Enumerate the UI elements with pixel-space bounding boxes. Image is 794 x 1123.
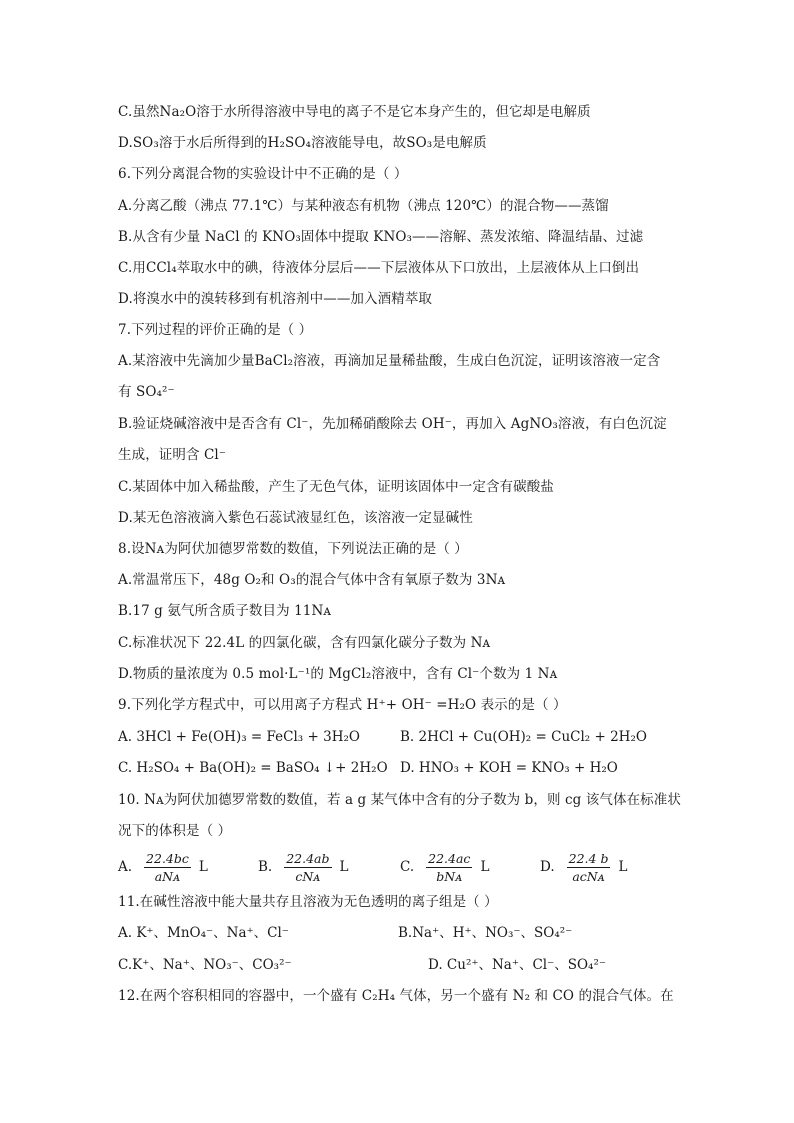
fraction xyxy=(426,851,472,884)
option-letter: C. xyxy=(400,859,415,875)
question-7-stem: 7.下列过程的评价正确的是（ ） xyxy=(118,322,313,338)
q10-option-a xyxy=(118,849,208,885)
q7-option-b-line2: 生成，证明含 Cl⁻ xyxy=(118,447,227,463)
question-8-stem: 8.设Nᴀ为阿伏加德罗常数的数值，下列说法正确的是（ ） xyxy=(118,541,468,557)
q7-option-c: C.某固体中加入稀盐酸，产生了无色气体，证明该固体中一定含有碳酸盐 xyxy=(118,479,554,495)
question-10-stem-line2: 况下的体积是（ ） xyxy=(118,823,232,839)
question-10-stem-line1: 10. Nᴀ为阿伏加德罗常数的数值，若 a g 某气体中含有的分子数为 b，则 cg 该气体在标准状 xyxy=(118,792,681,808)
unit: L xyxy=(198,859,208,875)
q6-option-b: B.从含有少量 NaCl 的 KNO₃固体中提取 KNO₃——溶解、蒸发浓缩、降温结晶、过滤 xyxy=(118,229,644,245)
q7-option-d: D.某无色溶液滴入紫色石蕊试液显红色，该溶液一定显碱性 xyxy=(118,510,473,526)
numerator: 22.4ac xyxy=(428,850,471,866)
question-11-stem: 11.在碱性溶液中能大量共存且溶液为无色透明的离子组是（ ） xyxy=(118,894,498,910)
q7-option-b-line1: B.验证烧碱溶液中是否含有 Cl⁻，先加稀硝酸除去 OH⁻，再加入 AgNO₃溶液，有白色沉淀 xyxy=(118,416,667,432)
q6-option-c: C.用CCl₄萃取水中的碘，待液体分层后——下层液体从下口放出，上层液体从上口倒出 xyxy=(118,260,640,276)
q11-option-d: D. Cu²⁺、Na⁺、Cl⁻、SO₄²⁻ xyxy=(428,957,607,973)
q10-option-c xyxy=(400,849,489,885)
option-letter: D. xyxy=(540,859,555,875)
question-9-stem: 9.下列化学方程式中，可以用离子方程式 H⁺+ OH⁻ =H₂O 表示的是（ ） xyxy=(118,697,567,713)
unit: L xyxy=(480,859,490,875)
q9-option-c: C. H₂SO₄ + Ba(OH)₂ = BaSO₄ ↓+ 2H₂O xyxy=(118,760,388,776)
numerator: 22.4bc xyxy=(146,850,189,866)
q10-option-d xyxy=(540,849,627,885)
q9-option-d: D. HNO₃ + KOH = KNO₃ + H₂O xyxy=(400,760,618,776)
q5-option-d: D.SO₃溶于水后所得到的H₂SO₄溶液能导电，故SO₃是电解质 xyxy=(118,135,487,151)
fraction xyxy=(567,851,611,884)
q9-option-a: A. 3HCl + Fe(OH)₃ = FeCl₃ + 3H₂O xyxy=(118,729,360,745)
q8-option-d: D.物质的量浓度为 0.5 mol·L⁻¹的 MgCl₂溶液中，含有 Cl⁻个数为 1 Nᴀ xyxy=(118,666,558,682)
option-letter: A. xyxy=(118,859,133,875)
option-letter: B. xyxy=(258,859,273,875)
question-12-stem: 12.在两个容积相同的容器中，一个盛有 C₂H₄ 气体，另一个盛有 N₂ 和 CO 的混合气体。在 xyxy=(118,988,674,1004)
fraction xyxy=(144,851,191,884)
q8-option-a: A.常温常压下，48g O₂和 O₃的混合气体中含有氧原子数为 3Nᴀ xyxy=(118,572,506,588)
q7-option-a-line1: A.某溶液中先滴加少量BaCl₂溶液，再滴加足量稀盐酸，生成白色沉淀，证明该溶液一定含 xyxy=(118,353,661,369)
q8-option-b: B.17 g 氨气所含质子数目为 11Nᴀ xyxy=(118,603,332,619)
q10-option-b xyxy=(258,849,348,885)
q7-option-a-line2: 有 SO₄²⁻ xyxy=(118,384,175,400)
q5-option-c: C.虽然Na₂O溶于水所得溶液中导电的离子不是它本身产生的，但它却是电解质 xyxy=(118,104,591,120)
q6-option-a: A.分离乙酸（沸点 77.1℃）与某种液态有机物（沸点 120℃）的混合物——蒸馏 xyxy=(118,198,609,214)
q11-option-b: B.Na⁺、H⁺、NO₃⁻、SO₄²⁻ xyxy=(398,925,573,941)
unit: L xyxy=(618,859,628,875)
numerator: 22.4ab xyxy=(286,850,330,866)
denominator: cNᴀ xyxy=(295,868,321,884)
fraction xyxy=(284,851,331,884)
q6-option-d: D.将溴水中的溴转移到有机溶剂中——加入酒精萃取 xyxy=(118,291,433,307)
unit: L xyxy=(339,859,349,875)
question-6-stem: 6.下列分离混合物的实验设计中不正确的是（ ） xyxy=(118,166,408,182)
q11-option-a: A. K⁺、MnO₄⁻、Na⁺、Cl⁻ xyxy=(118,925,289,941)
q11-option-c: C.K⁺、Na⁺、NO₃⁻、CO₃²⁻ xyxy=(118,957,292,973)
denominator: bNᴀ xyxy=(436,868,463,884)
denominator: aNᴀ xyxy=(154,868,181,884)
q8-option-c: C.标准状况下 22.4L 的四氯化碳，含有四氯化碳分子数为 Nᴀ xyxy=(118,635,491,651)
denominator: acNᴀ xyxy=(572,868,605,884)
numerator: 22.4 b xyxy=(568,850,609,866)
q9-option-b: B. 2HCl + Cu(OH)₂ = CuCl₂ + 2H₂O xyxy=(400,729,647,745)
